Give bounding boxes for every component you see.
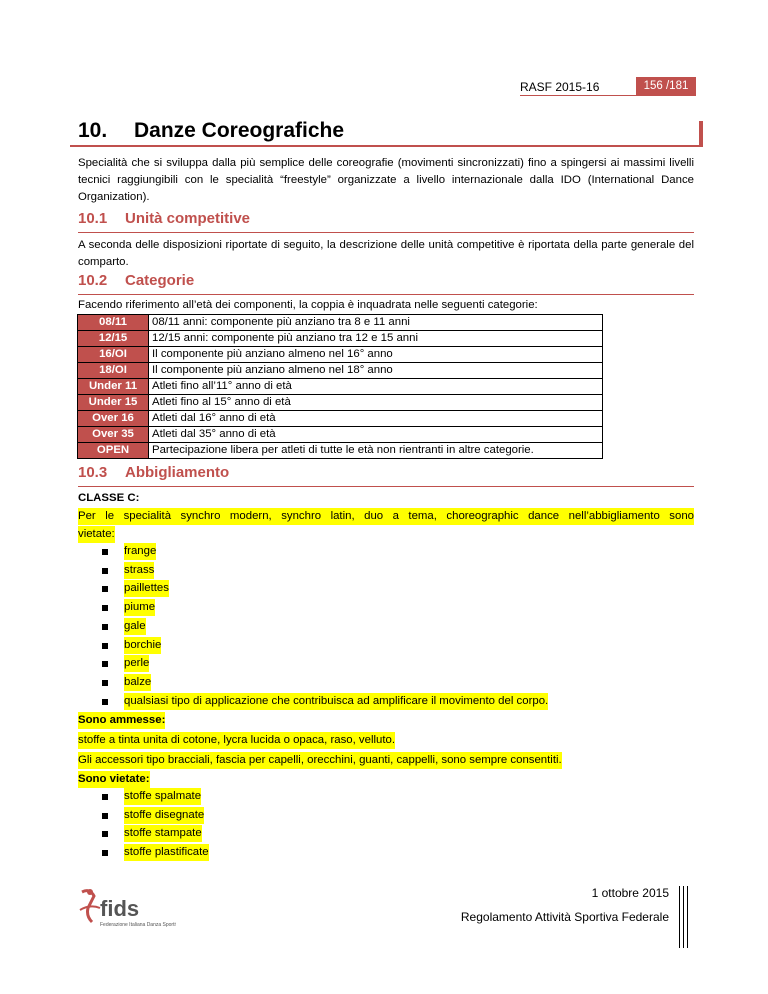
category-row (78, 427, 603, 443)
list-item: strass (124, 562, 154, 579)
list-item: piume (124, 599, 155, 616)
category-row (78, 411, 603, 427)
header-divider (520, 95, 696, 96)
list-item: qualsiasi tipo di applicazione che contribuisca ad amplificare il movimento del corpo. (124, 693, 548, 710)
section-10-1-text: A seconda delle disposizioni riportate di seguito, la descrizione delle unità competitive è riportata della parte generale del comparto. (78, 239, 694, 268)
category-code: Over 35 (78, 427, 149, 443)
accessories-rule: Gli accessori tipo bracciali, fascia per capelli, orecchini, guanti, cappelli, sono sempre consentiti. (78, 752, 562, 769)
chapter-intro: Specialità che si sviluppa dalla più semplice delle coreografie (movimenti sincronizzati) fino a spingersi ai massimi livelli tecnici raggiungibili con le specialità “freestyle” organizzate a livello internazionale dalla IDO (International Dance Organization). (78, 157, 694, 203)
category-description: 08/11 anni: componente più anziano tra 8 e 11 anni (149, 315, 603, 331)
list-item: perle (124, 655, 149, 672)
list-item: balze (124, 674, 151, 691)
category-row (78, 395, 603, 411)
bullet-icon (102, 586, 108, 592)
logo-text: fids (100, 896, 140, 921)
category-description: Partecipazione libera per atleti di tutte le età non rientranti in altre categorie. (149, 443, 603, 459)
category-description: Il componente più anziano almeno nel 18° anno (149, 363, 603, 379)
page-number-badge: 156 /181 (636, 77, 696, 95)
category-row (78, 347, 603, 363)
list-item: stoffe plastificate (124, 844, 209, 861)
list-item: stoffe disegnate (124, 807, 204, 824)
section-number: 10.1 (78, 210, 108, 227)
category-row (78, 363, 603, 379)
category-description: 12/15 anni: componente più anziano tra 12 e 15 anni (149, 331, 603, 347)
bullet-icon (102, 605, 108, 611)
category-row (78, 315, 603, 331)
list-item: stoffe stampate (124, 825, 202, 842)
category-code: OPEN (78, 443, 149, 459)
category-description: Atleti dal 35° anno di età (149, 427, 603, 443)
chapter-title: Danze Coreografiche (134, 119, 345, 142)
category-code: Under 15 (78, 395, 149, 411)
bullet-icon (102, 794, 108, 800)
footer-rule (679, 886, 680, 948)
document-code: RASF 2015-16 (520, 80, 600, 94)
bullet-icon (102, 549, 108, 555)
logo-subtitle: Federazione Italiana Danza Sportiva (100, 922, 176, 928)
bullet-icon (102, 831, 108, 837)
categories-table (77, 314, 603, 459)
allowed-fabrics: stoffe a tinta unita di cotone, lycra lucida o opaca, raso, velluto. (78, 732, 395, 749)
chapter-number: 10. (78, 119, 108, 142)
fids-logo (76, 886, 176, 930)
footer-title: Regolamento Attività Sportiva Federale (460, 910, 669, 924)
category-description: Il componente più anziano almeno nel 16° anno (149, 347, 603, 363)
class-label: CLASSE C: (78, 492, 140, 504)
section-title: Categorie (125, 272, 195, 289)
section-10-2-text: Facendo riferimento all’età dei componenti, la coppia è inquadrata nelle seguenti categorie: (78, 299, 538, 311)
category-code: 08/11 (78, 315, 149, 331)
category-row (78, 379, 603, 395)
section-heading-10-3 (78, 464, 694, 487)
list-item: borchie (124, 637, 161, 654)
bullet-icon (102, 624, 108, 630)
bullet-icon (102, 661, 108, 667)
footer-rule (687, 886, 688, 948)
list-item: frange (124, 543, 156, 560)
clothing-rule-line-1: Per le specialità synchro modern, synchro latin, duo a tema, choreographic dance nell’abbigliamento sono (78, 508, 694, 525)
section-number: 10.2 (78, 272, 108, 289)
category-description: Atleti fino al 15° anno di età (149, 395, 603, 411)
category-description: Atleti fino all’11° anno di età (149, 379, 603, 395)
allowed-heading: Sono ammesse: (78, 712, 165, 729)
category-code: 16/OI (78, 347, 149, 363)
bullet-icon (102, 813, 108, 819)
section-title: Unità competitive (125, 210, 251, 227)
bullet-icon (102, 643, 108, 649)
bullet-icon (102, 699, 108, 705)
category-code: 18/OI (78, 363, 149, 379)
chapter-heading (70, 121, 703, 147)
bullet-icon (102, 680, 108, 686)
category-code: Under 11 (78, 379, 149, 395)
category-code: 12/15 (78, 331, 149, 347)
category-description: Atleti dal 16° anno di età (149, 411, 603, 427)
list-item: paillettes (124, 580, 169, 597)
section-heading-10-2 (78, 272, 694, 295)
bullet-icon (102, 850, 108, 856)
list-item: stoffe spalmate (124, 788, 201, 805)
category-code: Over 16 (78, 411, 149, 427)
section-title: Abbigliamento (125, 464, 230, 481)
footer-rule (683, 886, 684, 948)
bullet-icon (102, 568, 108, 574)
footer-date: 1 ottobre 2015 (591, 886, 669, 900)
list-item: gale (124, 618, 146, 635)
category-row (78, 331, 603, 347)
clothing-rule-line-2: vietate: (78, 526, 115, 543)
category-row (78, 443, 603, 459)
section-number: 10.3 (78, 464, 108, 481)
section-heading-10-1 (78, 210, 694, 233)
forbidden-heading: Sono vietate: (78, 771, 150, 788)
